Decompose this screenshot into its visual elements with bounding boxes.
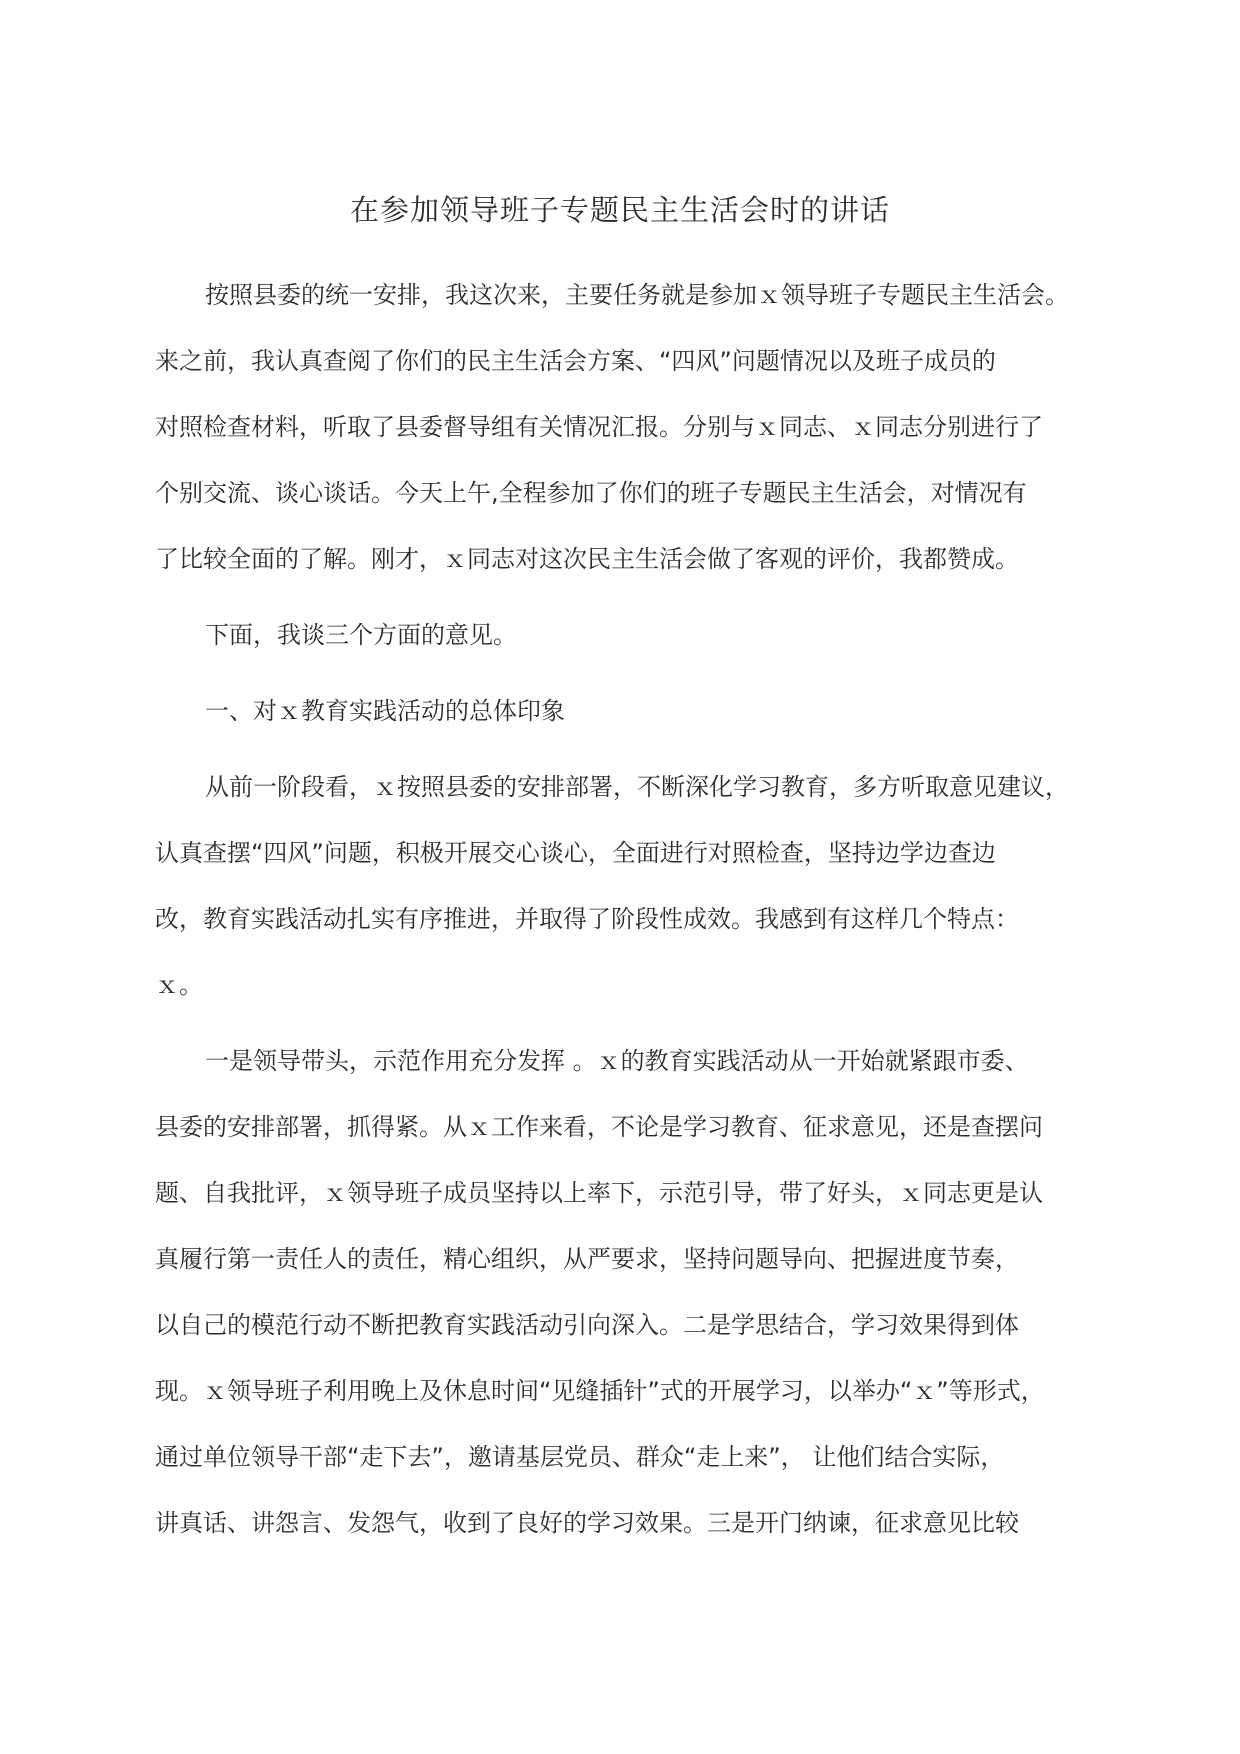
- paragraph-line: 按照县委的统一安排，我这次来，主要任务就是参加ｘ领导班子专题民主生活会。: [205, 281, 1069, 309]
- paragraph-line: 县委的安排部署，抓得紧。从ｘ工作来看，不论是学习教育、征求意见，还是查摆问: [155, 1113, 1043, 1141]
- paragraph-line: 对照检查材料，听取了县委督导组有关情况汇报。分别与ｘ同志、ｘ同志分别进行了: [155, 413, 1043, 441]
- section-heading: 一、对ｘ教育实践活动的总体印象: [205, 697, 565, 725]
- paragraph-line: 以自己的模范行动不断把教育实践活动引向深入。二是学思结合，学习效果得到体: [155, 1311, 1019, 1339]
- paragraph-line: 一是领导带头，示范作用充分发挥 。ｘ的教育实践活动从一开始就紧跟市委、: [205, 1047, 1029, 1075]
- paragraph-line: 真履行第一责任人的责任，精心组织，从严要求，坚持问题导向、把握进度节奏，: [155, 1245, 1019, 1273]
- paragraph-line: 改，教育实践活动扎实有序推进，并取得了阶段性成效。我感到有这样几个特点：: [155, 905, 1019, 933]
- document-title: 在参加领导班子专题民主生活会时的讲话: [349, 193, 890, 227]
- paragraph-line: 了比较全面的了解。刚才，ｘ同志对这次民主生活会做了客观的评价，我都赞成。: [155, 545, 1019, 573]
- paragraph-line: 认真查摆“四风”问题，积极开展交心谈心，全面进行对照检查，坚持边学边查边: [155, 839, 996, 867]
- paragraph-line: 通过单位领导干部“走下去”，邀请基层党员、群众“走上来”， 让他们结合实际，: [155, 1443, 1005, 1471]
- paragraph-line: 从前一阶段看，ｘ按照县委的安排部署，不断深化学习教育，多方听取意见建议，: [205, 773, 1069, 801]
- paragraph-line: 个别交流、谈心谈话。今天上午,全程参加了你们的班子专题民主生活会，对情况有: [155, 479, 1027, 507]
- paragraph-line: 下面，我谈三个方面的意见。: [205, 621, 517, 649]
- paragraph-line: 题、自我批评，ｘ领导班子成员坚持以上率下，示范引导，带了好头，ｘ同志更是认: [155, 1179, 1043, 1207]
- paragraph-line: 讲真话、讲怨言、发怨气，收到了良好的学习效果。三是开门纳谏，征求意见比较: [155, 1509, 1019, 1537]
- paragraph-line: ｘ。: [155, 971, 203, 999]
- paragraph-line: 来之前，我认真查阅了你们的民主生活会方案、“四风”问题情况以及班子成员的: [155, 347, 996, 375]
- paragraph-line: 现。ｘ领导班子利用晚上及休息时间“见缝插针”式的开展学习，以举办“ｘ”等形式，: [155, 1377, 1045, 1405]
